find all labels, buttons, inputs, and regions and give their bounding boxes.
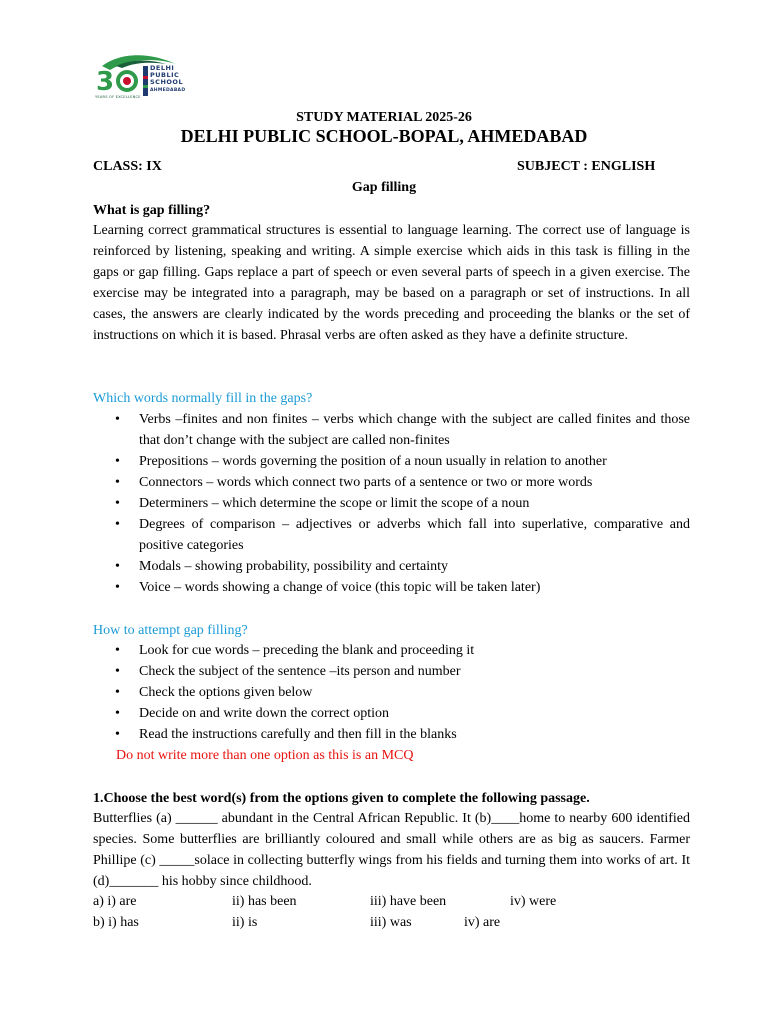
list-item: • Check the options given below <box>115 682 690 703</box>
words-heading: Which words normally fill in the gaps? <box>93 391 313 406</box>
list-item: • Look for cue words – preceding the blank and proceeding it <box>115 640 690 661</box>
class-label: CLASS: IX <box>93 159 162 174</box>
logo-line-2: PUBLIC <box>150 71 180 79</box>
warning-note: Do not write more than one option as this is an MCQ <box>116 748 414 763</box>
list-item: • Verbs –finites and non finites – verbs which change with the subject are called finites and those that don’t change with the subject are called non-finites <box>115 409 690 451</box>
document-title: STUDY MATERIAL 2025-26 <box>296 110 472 125</box>
list-item: • Read the instructions carefully and then fill in the blanks <box>115 724 690 745</box>
option-b-1: b) i) has <box>93 915 139 930</box>
svg-text:3: 3 <box>96 67 115 97</box>
list-item: • Modals – showing probability, possibility and certainty <box>115 556 690 577</box>
option-a-2: ii) has been <box>232 894 297 909</box>
list-item: • Decide on and write down the correct option <box>115 703 690 724</box>
exercise-passage: Butterflies (a) ______ abundant in the Central African Republic. It (b)____home to nearby 600 identified species. Some butterflies are brilliantly coloured and small while others are as big as saucers. Farmer Phillipe (c) _____solace in collecting butterfly wings from his fields and turning them into works of art. It (d)_______ his hobby since childhood. <box>93 811 690 889</box>
option-a-4: iv) were <box>510 894 557 909</box>
intro-heading: What is gap filling? <box>93 203 211 218</box>
list-item: • Degrees of comparison – adjectives or adverbs which fall into superlative, comparative and positive categories <box>115 514 690 556</box>
logo-school-name <box>150 65 210 94</box>
option-b-2: ii) is <box>232 915 258 930</box>
list-item: • Prepositions – words governing the position of a noun usually in relation to another <box>115 451 690 472</box>
intro-paragraph: Learning correct grammatical structures is essential to language learning. The correct use of language is reinforced by listening, speaking and writing. A simple exercise which aids in this task is filling in the gaps or gap filling. Gaps replace a part of speech or even several parts of speech in a given exercise. The exercise may be integrated into a paragraph, may be based on a paragraph or set of instructions. In all cases, the answers are clearly indicated by the words preceding and proceeding the blanks or the set of instructions on which it is based. Phrasal verbs are often asked as they have a definite structure. <box>93 223 690 343</box>
school-title: DELHI PUBLIC SCHOOL-BOPAL, AHMEDABAD <box>180 126 588 146</box>
how-heading: How to attempt gap filling? <box>93 623 248 638</box>
subject-label: SUBJECT : ENGLISH <box>517 159 656 174</box>
how-list <box>115 640 690 745</box>
logo-location: AHMEDABAD <box>150 88 186 93</box>
topic-title: Gap filling <box>351 180 417 195</box>
option-b-4: iv) are <box>464 915 501 930</box>
option-b-3: iii) was <box>370 915 412 930</box>
list-item: • Connectors – words which connect two parts of a sentence or two or more words <box>115 472 690 493</box>
list-item: • Determiners – which determine the scope or limit the scope of a noun <box>115 493 690 514</box>
list-item: • Voice – words showing a change of voice (this topic will be taken later) <box>115 577 690 598</box>
logo-tagline: YEARS OF EXCELLENCE <box>95 95 141 99</box>
logo-line-3: SCHOOL <box>150 78 184 86</box>
exercise-heading: 1.Choose the best word(s) from the options given to complete the following passage. <box>93 791 590 806</box>
list-item: • Check the subject of the sentence –its person and number <box>115 661 690 682</box>
words-list <box>115 409 690 598</box>
option-a-3: iii) have been <box>370 894 447 909</box>
logo-line-1: DELHI <box>150 64 175 72</box>
option-a-1: a) i) are <box>93 894 137 909</box>
